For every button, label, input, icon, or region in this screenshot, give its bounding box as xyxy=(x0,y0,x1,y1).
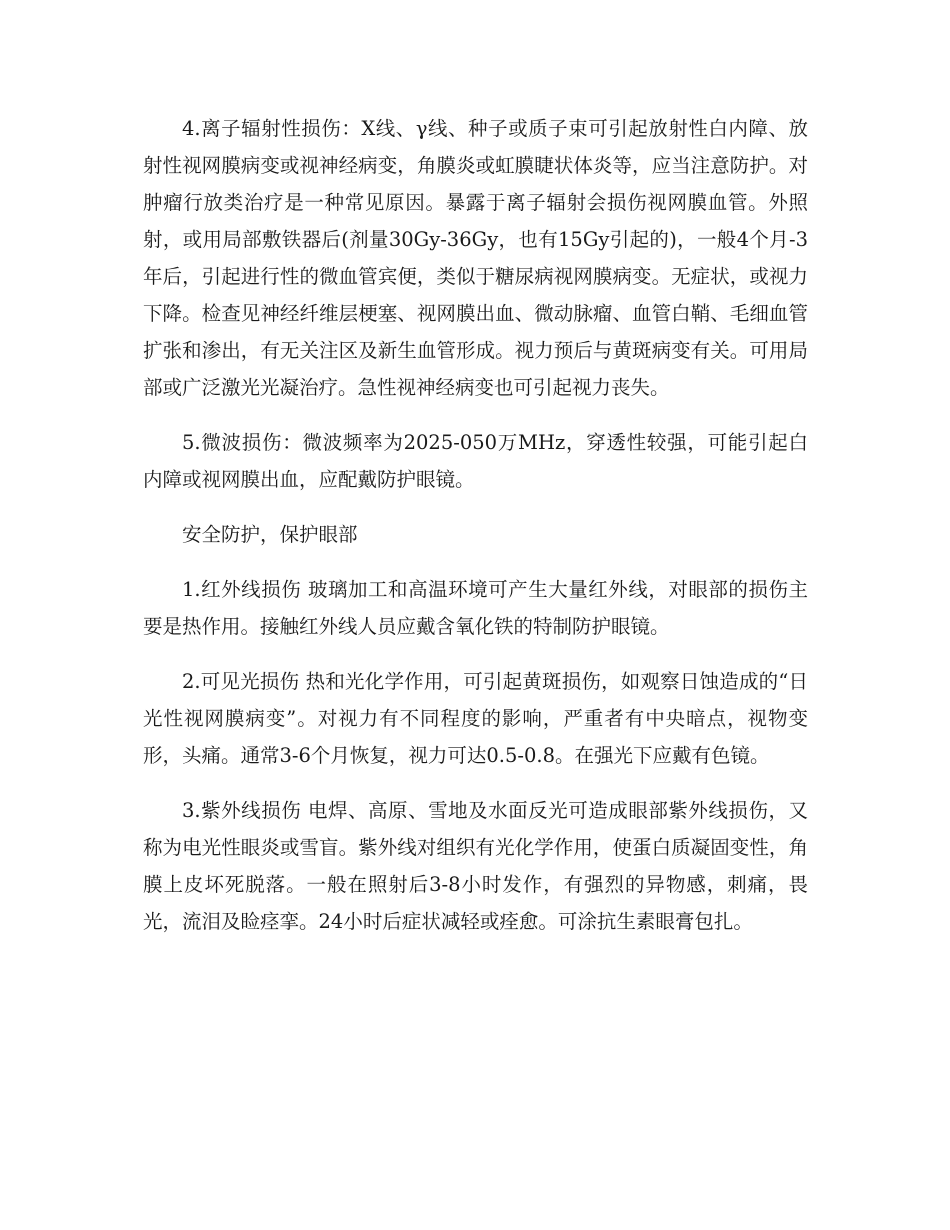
paragraph-infrared: 1.红外线损伤 玻璃加工和高温环境可产生大量红外线，对眼部的损伤主要是热作用。接触红外线人员应戴含氧化铁的特制防护眼镜。 xyxy=(143,578,808,638)
section-heading-eye-protection: 安全防护，保护眼部 xyxy=(182,523,358,546)
document-body xyxy=(143,110,808,940)
paragraph-visible-light: 2.可见光损伤 热和光化学作用，可引起黄斑损伤，如观察日蚀造成的“日光性视网膜病变”。对视力有不同程度的影响，严重者有中央暗点，视物变形，头痛。通常3-6个月恢复，视力可达0.5-0.8。在强光下应戴有色镜。 xyxy=(143,670,808,767)
paragraph-ultraviolet: 3.紫外线损伤 电焊、高原、雪地及水面反光可造成眼部紫外线损伤，又称为电光性眼炎或雪盲。紫外线对组织有光化学作用，使蛋白质凝固变性，角膜上皮坏死脱落。一般在照射后3-8小时发作，有强烈的异物感，刺痛，畏光，流泪及睑痉挛。24小时后症状减轻或痊愈。可涂抗生素眼膏包扎。 xyxy=(143,799,808,933)
paragraph-microwave: 5.微波损伤：微波频率为2025-050万MHz，穿透性较强，可能引起白内障或视网膜出血，应配戴防护眼镜。 xyxy=(143,431,808,491)
paragraph-ionizing-radiation: 4.离子辐射性损伤：X线、γ线、种子或质子束可引起放射性白内障、放射性视网膜病变或视神经病变，角膜炎或虹膜睫状体炎等，应当注意防护。对肿瘤行放类治疗是一种常见原因。暴露于离子辐射会损伤视网膜血管。外照射，或用局部敷铁器后(剂量30Gy-36Gy，也有15Gy引起的)，一般4个月-3年后，引起进行性的微血管宾便，类似于糖尿病视网膜病变。无症状，或视力下降。检查见神经纤维层梗塞、视网膜出血、微动脉瘤、血管白鞘、毛细血管扩张和渗出，有无关注区及新生血管形成。视力预后与黄斑病变有关。可用局部或广泛激光光凝治疗。急性视神经病变也可引起视力丧失。 xyxy=(143,117,808,399)
